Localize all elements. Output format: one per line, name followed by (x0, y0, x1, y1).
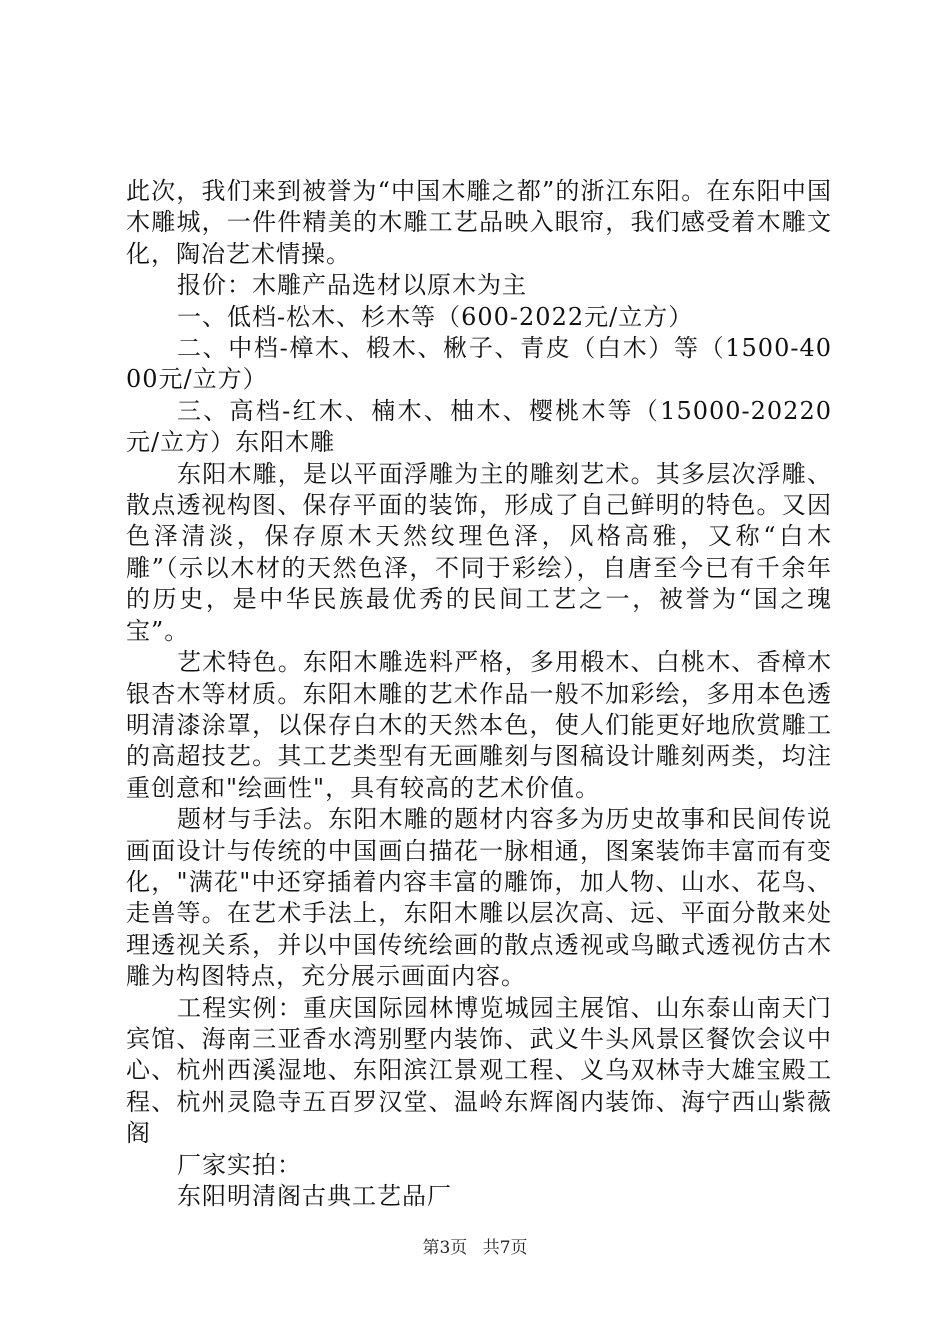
document-body (126, 176, 832, 1212)
paragraph-factory-name: 东阳明清阁古典工艺品厂 (177, 1182, 452, 1210)
paragraph-project-examples: 工程实例：重庆国际园林博览城园主展馆、山东泰山南天门宾馆、海南三亚香水湾别墅内装饰、武义牛头风景区餐饮会议中心、杭州西溪湿地、东阳滨江景观工程、义乌双林寺大雄宝殿工程、杭州灵隐寺五百罗汉堂、温岭东辉阁内装饰、海宁西山紫薇阁 (126, 993, 832, 1148)
paragraph-intro: 此次，我们来到被誉为“中国木雕之都”的浙江东阳。在东阳中国木雕城，一件件精美的木雕工艺品映入眼帘，我们感受着木雕文化，陶冶艺术情操。 (126, 177, 832, 268)
page-number-total: 共7页 (482, 1238, 528, 1258)
page-number-current: 第3页 (422, 1238, 468, 1258)
paragraph-price-heading: 报价：木雕产品选材以原木为主 (177, 271, 527, 300)
paragraph-factory-photos: 厂家实拍： (177, 1150, 302, 1179)
paragraph-price-high: 三、高档-红木、楠木、柚木、樱桃木等（15000-20220元/立方）东阳木雕 (126, 396, 832, 457)
page-footer (0, 1238, 950, 1258)
paragraph-art-features: 艺术特色。东阳木雕选料严格，多用椴木、白桃木、香樟木银杏木等材质。东阳木雕的艺术作品一般不加彩绘，多用本色透明清漆涂罩，以保存白木的天然本色，使人们能更好地欣赏雕工的高超技艺。其工艺类型有无画雕刻与图稿设计雕刻两类，均注重创意和"绘画性"，具有较高的艺术价值。 (126, 648, 832, 802)
paragraph-price-low: 一、低档-松木、杉木等（600-2022元/立方） (177, 302, 694, 331)
paragraph-price-mid: 二、中档-樟木、椴木、楸子、青皮（白木）等（1500-4000元/立方） (126, 334, 832, 394)
paragraph-dongyang-carving: 东阳木雕，是以平面浮雕为主的雕刻艺术。其多层次浮雕、散点透视构图、保存平面的装饰，形成了自己鲜明的特色。又因色泽清淡，保存原木天然纹理色泽，风格高雅，又称“白木雕”（示以木材的天然色泽，不同于彩绘），自唐至今已有千余年的历史，是中华民族最优秀的民间工艺之一，被誉为“国之瑰宝”。 (126, 459, 832, 645)
paragraph-themes-techniques: 题材与手法。东阳木雕的题材内容多为历史故事和民间传说画面设计与传统的中国画白描花一脉相通，图案装饰丰富而有变化，"满花"中还穿插着内容丰富的雕饰，加人物、山水、花鸟、走兽等。在艺术手法上，东阳木雕以层次高、远、平面分散来处理透视关系，并以中国传统绘画的散点透视或鸟瞰式透视仿古木雕为构图特点，充分展示画面内容。 (126, 805, 832, 991)
